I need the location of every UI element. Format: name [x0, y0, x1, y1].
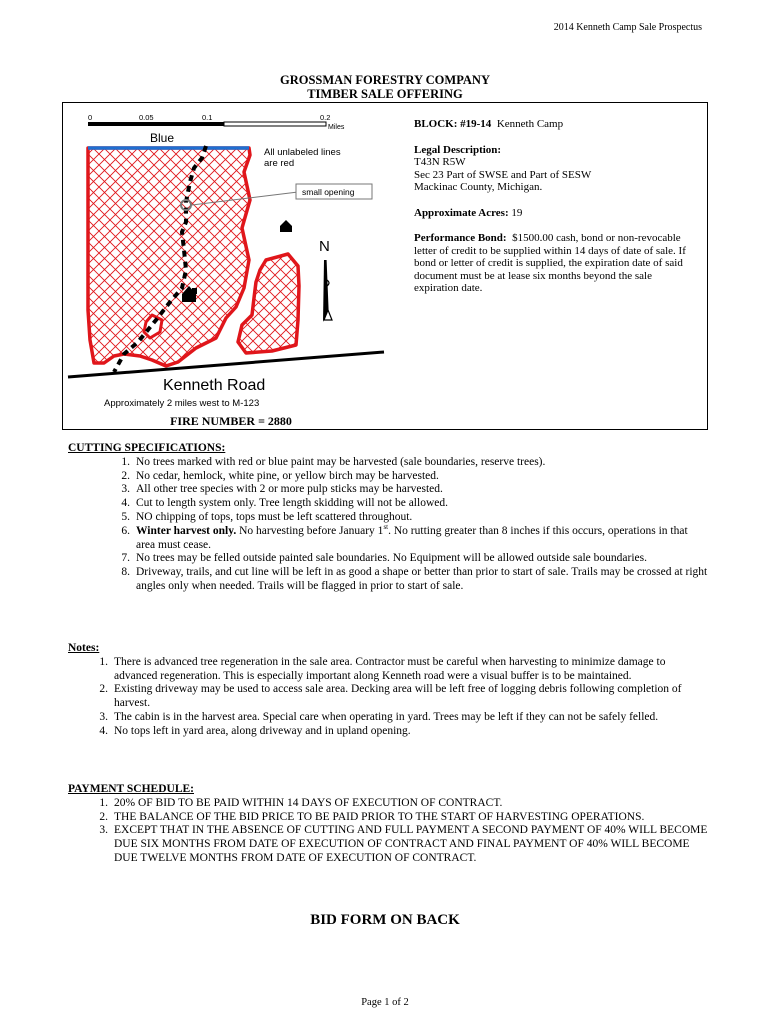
list-item: 3. EXCEPT THAT IN THE ABSENCE OF CUTTING AND FULL PAYMENT A SECOND PAYMENT OF 40% WILL BECOME DUE SIX MONTHS FROM DATE OF EXECUTION OF CONTRACT AND FINAL PAYMENT OF 40% WILL BECOME DUE TWELVE MONTHS FROM DATE OF EXECUTION OF CONTRACT.	[99, 824, 708, 864]
list-item: 4. No tops left in yard area, along driveway and in upland opening.	[99, 724, 411, 737]
small-opening-label: small opening	[302, 187, 355, 197]
fire-number: FIRE NUMBER = 2880	[170, 414, 292, 428]
company-name: GROSSMAN FORESTRY COMPANY	[280, 73, 490, 87]
scale-bar	[88, 113, 345, 131]
scale-label-2: 0.1	[202, 113, 213, 122]
bond-text: $1500.00 cash, bond or non-revocable letter of credit to be supplied within 14 days of date of sale. If bond or letter of credit is supplied, the expiration date of said document must be at lease six months beyond the sale expiration date.	[414, 232, 686, 294]
list-item: 2. No cedar, hemlock, white pine, or yellow birch may be harvested.	[121, 469, 439, 482]
notes-section	[68, 642, 708, 739]
direction-note: Approximately 2 miles west to M-123	[104, 398, 260, 409]
unlabeled-note-line1: All unlabeled lines	[264, 147, 341, 158]
cutting-title: CUTTING SPECIFICATIONS:	[68, 442, 226, 454]
blue-label: Blue	[150, 131, 175, 145]
scale-label-3: 0.2	[320, 113, 331, 122]
page-number: Page 1 of 2	[361, 997, 409, 1008]
list-item: 2. Existing driveway may be used to access sale area. Decking area will be left free of logging debris following completion of harvest.	[99, 683, 682, 710]
list-item: 6. Winter harvest only. No harvesting before January 1st. No rutting greater than 8 inches if this occurs, operations in that area must cease.	[121, 522, 688, 551]
list-item: 1. No trees marked with red or blue paint may be harvested (sale boundaries, reserve trees).	[121, 455, 546, 468]
unlabeled-note-line2: are red	[264, 158, 295, 169]
legal-line: Mackinac County, Michigan.	[414, 181, 543, 193]
list-item: 2. THE BALANCE OF THE BID PRICE TO BE PAID PRIOR TO THE START OF HARVESTING OPERATIONS.	[99, 810, 645, 823]
block-info	[414, 118, 696, 308]
list-item: 1. 20% OF BID TO BE PAID WITHIN 14 DAYS OF EXECUTION OF CONTRACT.	[99, 796, 503, 809]
running-header: 2014 Kenneth Camp Sale Prospectus	[553, 22, 702, 33]
list-item: 3. All other tree species with 2 or more pulp sticks may be harvested.	[121, 483, 443, 496]
list-item: 8. Driveway, trails, and cut line will be left in as good a shape or better than prior to start of sale. Trails may be crossed at right angles only when needed. Trails will be flagged in prior to start of sale.	[121, 566, 708, 592]
block-name: Kenneth Camp	[496, 118, 564, 130]
document-title	[0, 73, 770, 101]
sale-map	[66, 110, 394, 413]
legal-label: Legal Description:	[414, 143, 502, 156]
list-item: 3. The cabin is in the harvest area. Special care when operating in yard. Trees may be left if they can not be safely felled.	[99, 710, 659, 723]
list-item: 4. Cut to length system only. Tree length skidding will not be allowed.	[121, 497, 448, 510]
acres-value: 19	[511, 206, 523, 219]
bond-label: Performance Bond:	[414, 232, 507, 244]
cutting-specifications	[68, 442, 708, 594]
scale-label-1: 0.05	[139, 113, 154, 122]
list-item: 5. NO chipping of tops, tops must be left scattered throughout.	[121, 510, 413, 523]
payment-title: PAYMENT SCHEDULE:	[68, 783, 194, 795]
legal-line: T43N R5W	[414, 156, 466, 168]
legal-line: Sec 23 Part of SWSE and Part of SESW	[414, 168, 592, 181]
north-label: N	[319, 238, 330, 255]
road-label: Kenneth Road	[163, 377, 266, 394]
payment-schedule	[68, 783, 708, 866]
list-item: 7. No trees may be felled outside painted sale boundaries. No Equipment will be allowed outside sale boundaries.	[121, 552, 647, 565]
harvest-area-main	[88, 148, 250, 366]
bid-form-note: BID FORM ON BACK	[310, 912, 460, 928]
list-item: 1. There is advanced tree regeneration in the sale area. Contractor must be careful when harvesting to minimize damage to advanced regeneration. This is especially important along Kenneth road were a visual buffer is to be maintained.	[99, 655, 666, 682]
acres-label: Approximate Acres:	[414, 206, 509, 219]
scale-unit: Miles	[328, 124, 345, 131]
scale-label-0: 0	[88, 113, 93, 122]
offering-title: TIMBER SALE OFFERING	[307, 87, 463, 101]
notes-title: Notes:	[68, 642, 100, 654]
north-arrow-icon	[319, 238, 332, 322]
block-label: BLOCK: #19-14	[414, 118, 492, 130]
